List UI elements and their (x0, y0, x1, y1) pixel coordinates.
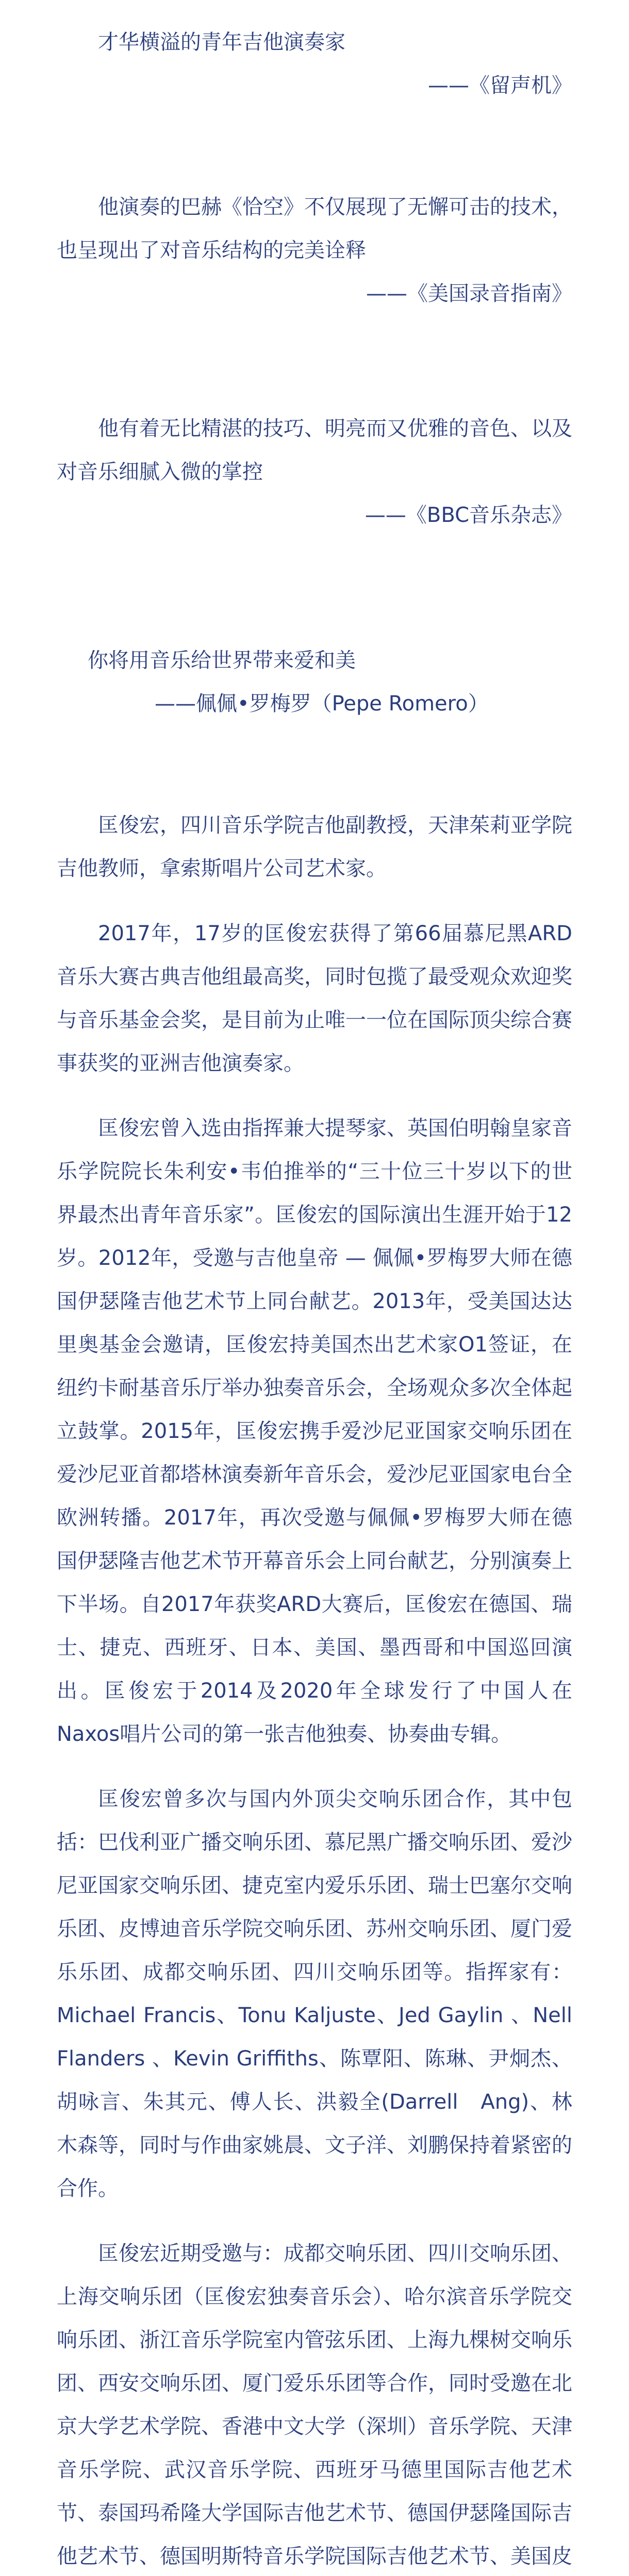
quote-source: ——佩佩•罗梅罗（Pepe Romero） (155, 692, 489, 716)
quote-text: 他有着无比精湛的技巧、明亮而又优雅的音色、以及对音乐细腻入微的掌控 (57, 417, 572, 484)
quote-source: ——《美国录音指南》 (366, 282, 572, 306)
biography-article (57, 804, 572, 2576)
quote-source: ——《BBC音乐杂志》 (365, 503, 572, 527)
quote-source: ——《留声机》 (428, 74, 572, 97)
paragraph-recent: 匡俊宏近期受邀与：成都交响乐团、四川交响乐团、上海交响乐团（匡俊宏独奏音乐会）、哈尔滨音乐学院交响乐团、浙江音乐学院室内管弦乐团、上海九棵树交响乐团、西安交响乐团、厦门爱乐乐团等合作，同时受邀在北京大学艺术学院、香港中文大学（深圳）音乐学院、天津音乐学院、武汉音乐学院、西班牙马德里国际吉他艺术节、泰国玛希隆大学国际吉他艺术节、德国伊瑟隆国际吉他艺术节、德国明斯特音乐学院国际吉他艺术节、美国皮 (57, 2242, 572, 2568)
paragraph-orchestras: 匡俊宏曾多次与国内外顶尖交响乐团合作，其中包括：巴伐利亚广播交响乐团、慕尼黑广播交响乐团、爱沙尼亚国家交响乐团、捷克室内爱乐乐团、瑞士巴塞尔交响乐团、皮博迪音乐学院交响乐团、苏州交响乐团、厦门爱乐乐团、成都交响乐团、四川交响乐团等。指挥家有：Michael Francis、Tonu Kaljuste、Jed Gaylin 、Nell Flanders 、Kevin Griffiths、陈覃阳、陈琳、尹炯杰、胡咏言、朱其元、傅人长、洪毅全(Darrell Ang)、林木森等，同时与作曲家姚晨、文子洋、刘鹏保持着紧密的合作。 (57, 1787, 572, 2200)
quote-block-4 (88, 639, 572, 725)
quote-text: 你将用音乐给世界带来爱和美 (88, 649, 356, 672)
paragraph-ard-award: 2017年，17岁的匡俊宏获得了第66届慕尼黑ARD音乐大赛古典吉他组最高奖，同时包揽了最受观众欢迎奖与音乐基金会奖，是目前为止唯一一位在国际顶尖综合赛事获奖的亚洲吉他演奏家。 (57, 922, 572, 1075)
quote-text: 他演奏的巴赫《恰空》不仅展现了无懈可击的技术，也呈现出了对音乐结构的完美诠释 (57, 195, 572, 262)
quote-block-3 (57, 407, 572, 537)
paragraph-intro: 匡俊宏，四川音乐学院吉他副教授，天津茱莉亚学院吉他教师，拿索斯唱片公司艺术家。 (57, 814, 572, 880)
quote-block-1 (57, 21, 572, 107)
paragraph-career: 匡俊宏曾入选由指挥兼大提琴家、英国伯明翰皇家音乐学院院长朱利安•韦伯推举的“三十位三十岁以下的世界最杰出青年音乐家”。匡俊宏的国际演出生涯开始于12岁。2012年，受邀与吉他皇帝 — 佩佩•罗梅罗大师在德国伊瑟隆吉他艺术节上同台献艺。2013年，受美国达达里奥基金会邀请，匡俊宏持美国杰出艺术家O1签证，在纽约卡耐基音乐厅举办独奏音乐会，全场观众多次全体起立鼓掌。2015年，匡俊宏携手爱沙尼亚国家交响乐团在爱沙尼亚首都塔林演奏新年音乐会，爱沙尼亚国家电台全欧洲转播。2017年，再次受邀与佩佩•罗梅罗大师在德国伊瑟隆吉他艺术节开幕音乐会上同台献艺，分别演奏上下半场。自2017年获奖ARD大赛后，匡俊宏在德国、瑞士、捷克、西班牙、日本、美国、墨西哥和中国巡回演出。匡俊宏于2014及2020年全球发行了中国人在Naxos唱片公司的第一张吉他独奏、协奏曲专辑。 (57, 1116, 572, 1746)
quote-block-2 (57, 185, 572, 315)
quote-text: 才华横溢的青年吉他演奏家 (98, 30, 345, 54)
